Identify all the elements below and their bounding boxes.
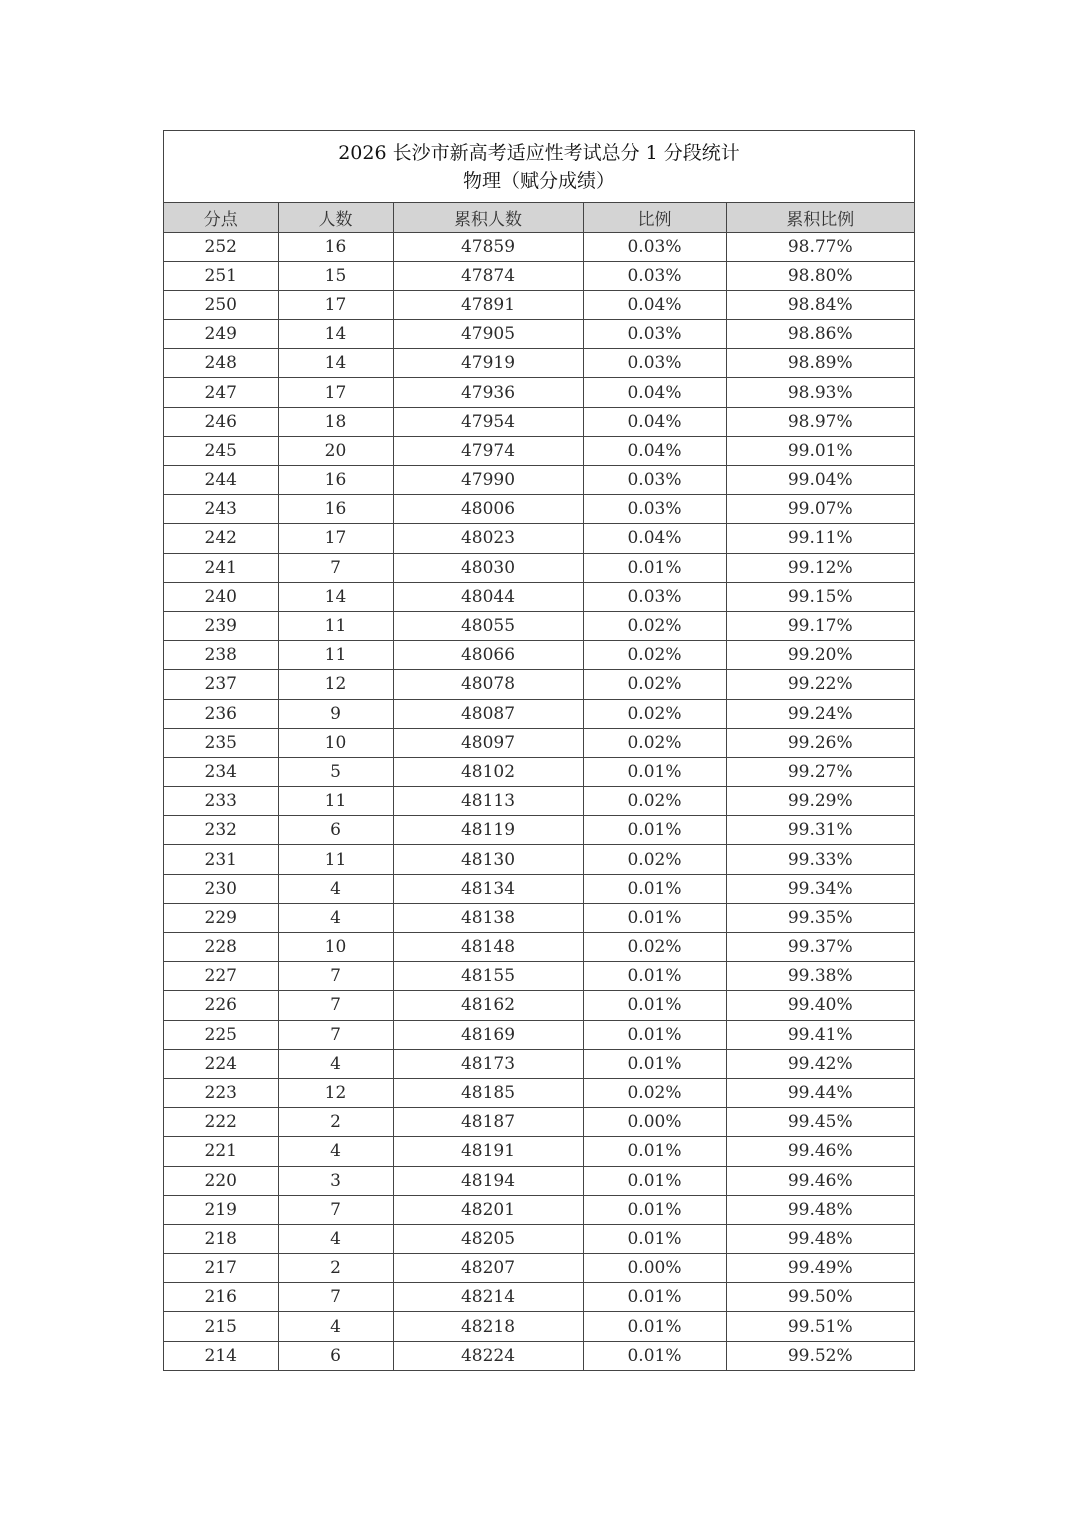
cell-cumulative-count: 48044 bbox=[393, 582, 583, 611]
cell-score: 233 bbox=[164, 787, 278, 816]
cell-cumulative-ratio: 99.51% bbox=[726, 1312, 914, 1341]
table-row bbox=[164, 495, 914, 524]
cell-ratio: 0.01% bbox=[583, 962, 726, 991]
cell-count: 16 bbox=[278, 466, 393, 495]
table-row bbox=[164, 436, 914, 465]
cell-cumulative-ratio: 99.04% bbox=[726, 466, 914, 495]
cell-ratio: 0.01% bbox=[583, 903, 726, 932]
cell-count: 6 bbox=[278, 1341, 393, 1370]
cell-cumulative-count: 48162 bbox=[393, 991, 583, 1020]
table-row bbox=[164, 407, 914, 436]
cell-count: 17 bbox=[278, 378, 393, 407]
cell-cumulative-ratio: 99.46% bbox=[726, 1137, 914, 1166]
cell-cumulative-ratio: 99.48% bbox=[726, 1224, 914, 1253]
cell-score: 221 bbox=[164, 1137, 278, 1166]
cell-cumulative-count: 47990 bbox=[393, 466, 583, 495]
cell-cumulative-count: 48191 bbox=[393, 1137, 583, 1166]
cell-cumulative-count: 48030 bbox=[393, 553, 583, 582]
cell-score: 249 bbox=[164, 320, 278, 349]
cell-cumulative-ratio: 99.40% bbox=[726, 991, 914, 1020]
cell-score: 246 bbox=[164, 407, 278, 436]
cell-count: 16 bbox=[278, 232, 393, 261]
cell-cumulative-count: 48097 bbox=[393, 728, 583, 757]
cell-score: 231 bbox=[164, 845, 278, 874]
table-row bbox=[164, 1078, 914, 1107]
cell-score: 238 bbox=[164, 641, 278, 670]
cell-count: 10 bbox=[278, 933, 393, 962]
cell-count: 10 bbox=[278, 728, 393, 757]
cell-score: 225 bbox=[164, 1020, 278, 1049]
cell-count: 14 bbox=[278, 582, 393, 611]
cell-cumulative-count: 47905 bbox=[393, 320, 583, 349]
cell-ratio: 0.02% bbox=[583, 611, 726, 640]
table-row bbox=[164, 962, 914, 991]
table-header-row bbox=[164, 203, 914, 232]
cell-cumulative-count: 48113 bbox=[393, 787, 583, 816]
cell-cumulative-ratio: 98.86% bbox=[726, 320, 914, 349]
cell-cumulative-ratio: 99.29% bbox=[726, 787, 914, 816]
table-row bbox=[164, 1166, 914, 1195]
cell-ratio: 0.03% bbox=[583, 320, 726, 349]
cell-count: 4 bbox=[278, 903, 393, 932]
cell-count: 11 bbox=[278, 641, 393, 670]
cell-score: 251 bbox=[164, 261, 278, 290]
header-cumulative-ratio: 累积比例 bbox=[726, 203, 914, 232]
cell-score: 236 bbox=[164, 699, 278, 728]
table-row bbox=[164, 290, 914, 319]
header-cumulative-count: 累积人数 bbox=[393, 203, 583, 232]
cell-cumulative-count: 47919 bbox=[393, 349, 583, 378]
cell-ratio: 0.01% bbox=[583, 991, 726, 1020]
cell-cumulative-ratio: 99.46% bbox=[726, 1166, 914, 1195]
table-row bbox=[164, 845, 914, 874]
cell-ratio: 0.03% bbox=[583, 349, 726, 378]
cell-ratio: 0.02% bbox=[583, 845, 726, 874]
cell-cumulative-count: 48087 bbox=[393, 699, 583, 728]
cell-ratio: 0.01% bbox=[583, 1195, 726, 1224]
cell-cumulative-count: 48023 bbox=[393, 524, 583, 553]
cell-ratio: 0.03% bbox=[583, 232, 726, 261]
table-row bbox=[164, 991, 914, 1020]
cell-ratio: 0.02% bbox=[583, 787, 726, 816]
cell-score: 235 bbox=[164, 728, 278, 757]
cell-count: 7 bbox=[278, 1020, 393, 1049]
cell-cumulative-ratio: 99.11% bbox=[726, 524, 914, 553]
cell-count: 7 bbox=[278, 991, 393, 1020]
table-row bbox=[164, 1195, 914, 1224]
cell-ratio: 0.04% bbox=[583, 407, 726, 436]
cell-score: 224 bbox=[164, 1049, 278, 1078]
score-table bbox=[164, 203, 914, 1370]
cell-cumulative-ratio: 99.22% bbox=[726, 670, 914, 699]
cell-cumulative-ratio: 98.89% bbox=[726, 349, 914, 378]
cell-cumulative-ratio: 99.42% bbox=[726, 1049, 914, 1078]
cell-ratio: 0.01% bbox=[583, 1224, 726, 1253]
cell-cumulative-count: 48169 bbox=[393, 1020, 583, 1049]
cell-ratio: 0.00% bbox=[583, 1254, 726, 1283]
cell-cumulative-ratio: 98.93% bbox=[726, 378, 914, 407]
cell-score: 250 bbox=[164, 290, 278, 319]
table-row bbox=[164, 1254, 914, 1283]
cell-cumulative-count: 48155 bbox=[393, 962, 583, 991]
cell-cumulative-ratio: 99.17% bbox=[726, 611, 914, 640]
cell-count: 17 bbox=[278, 524, 393, 553]
header-ratio: 比例 bbox=[583, 203, 726, 232]
cell-ratio: 0.00% bbox=[583, 1108, 726, 1137]
cell-count: 17 bbox=[278, 290, 393, 319]
cell-cumulative-count: 48214 bbox=[393, 1283, 583, 1312]
cell-cumulative-ratio: 98.97% bbox=[726, 407, 914, 436]
cell-cumulative-count: 48218 bbox=[393, 1312, 583, 1341]
cell-ratio: 0.03% bbox=[583, 261, 726, 290]
cell-cumulative-ratio: 99.38% bbox=[726, 962, 914, 991]
cell-ratio: 0.04% bbox=[583, 524, 726, 553]
cell-ratio: 0.02% bbox=[583, 699, 726, 728]
cell-ratio: 0.03% bbox=[583, 495, 726, 524]
cell-score: 234 bbox=[164, 757, 278, 786]
cell-score: 219 bbox=[164, 1195, 278, 1224]
cell-score: 220 bbox=[164, 1166, 278, 1195]
cell-score: 232 bbox=[164, 816, 278, 845]
cell-cumulative-count: 47974 bbox=[393, 436, 583, 465]
cell-ratio: 0.01% bbox=[583, 1341, 726, 1370]
cell-count: 6 bbox=[278, 816, 393, 845]
cell-score: 228 bbox=[164, 933, 278, 962]
cell-cumulative-ratio: 99.34% bbox=[726, 874, 914, 903]
cell-cumulative-ratio: 99.20% bbox=[726, 641, 914, 670]
document-subtitle: 物理（赋分成绩） bbox=[462, 169, 615, 192]
cell-score: 242 bbox=[164, 524, 278, 553]
cell-cumulative-count: 47954 bbox=[393, 407, 583, 436]
table-row bbox=[164, 699, 914, 728]
cell-cumulative-count: 48134 bbox=[393, 874, 583, 903]
table-row bbox=[164, 728, 914, 757]
cell-cumulative-count: 48185 bbox=[393, 1078, 583, 1107]
cell-score: 245 bbox=[164, 436, 278, 465]
cell-score: 248 bbox=[164, 349, 278, 378]
table-row bbox=[164, 787, 914, 816]
cell-count: 7 bbox=[278, 553, 393, 582]
cell-ratio: 0.01% bbox=[583, 1166, 726, 1195]
table-row bbox=[164, 874, 914, 903]
cell-cumulative-ratio: 99.31% bbox=[726, 816, 914, 845]
cell-count: 20 bbox=[278, 436, 393, 465]
cell-ratio: 0.02% bbox=[583, 728, 726, 757]
cell-count: 7 bbox=[278, 962, 393, 991]
table-row bbox=[164, 641, 914, 670]
cell-cumulative-ratio: 99.48% bbox=[726, 1195, 914, 1224]
table-row bbox=[164, 1224, 914, 1253]
cell-cumulative-count: 48224 bbox=[393, 1341, 583, 1370]
cell-ratio: 0.01% bbox=[583, 1020, 726, 1049]
cell-count: 2 bbox=[278, 1254, 393, 1283]
table-row bbox=[164, 582, 914, 611]
cell-cumulative-count: 47874 bbox=[393, 261, 583, 290]
table-row bbox=[164, 232, 914, 261]
table-row bbox=[164, 261, 914, 290]
cell-cumulative-ratio: 99.41% bbox=[726, 1020, 914, 1049]
cell-cumulative-ratio: 99.24% bbox=[726, 699, 914, 728]
cell-cumulative-count: 48006 bbox=[393, 495, 583, 524]
cell-count: 11 bbox=[278, 845, 393, 874]
cell-count: 12 bbox=[278, 1078, 393, 1107]
cell-ratio: 0.04% bbox=[583, 436, 726, 465]
cell-cumulative-count: 48078 bbox=[393, 670, 583, 699]
table-row bbox=[164, 524, 914, 553]
table-row bbox=[164, 1283, 914, 1312]
table-row bbox=[164, 903, 914, 932]
cell-count: 15 bbox=[278, 261, 393, 290]
cell-score: 241 bbox=[164, 553, 278, 582]
cell-score: 237 bbox=[164, 670, 278, 699]
table-row bbox=[164, 1137, 914, 1166]
cell-cumulative-ratio: 98.77% bbox=[726, 232, 914, 261]
cell-count: 14 bbox=[278, 320, 393, 349]
cell-cumulative-count: 48207 bbox=[393, 1254, 583, 1283]
table-row bbox=[164, 553, 914, 582]
cell-ratio: 0.04% bbox=[583, 290, 726, 319]
cell-cumulative-ratio: 99.35% bbox=[726, 903, 914, 932]
cell-cumulative-ratio: 99.27% bbox=[726, 757, 914, 786]
cell-ratio: 0.01% bbox=[583, 874, 726, 903]
cell-count: 9 bbox=[278, 699, 393, 728]
cell-count: 4 bbox=[278, 1049, 393, 1078]
cell-ratio: 0.02% bbox=[583, 933, 726, 962]
cell-cumulative-count: 48194 bbox=[393, 1166, 583, 1195]
document-title: 2026 长沙市新高考适应性考试总分 1 分段统计 bbox=[338, 141, 740, 164]
cell-cumulative-count: 47936 bbox=[393, 378, 583, 407]
cell-cumulative-ratio: 99.37% bbox=[726, 933, 914, 962]
cell-score: 230 bbox=[164, 874, 278, 903]
cell-cumulative-count: 47891 bbox=[393, 290, 583, 319]
cell-score: 222 bbox=[164, 1108, 278, 1137]
header-score: 分点 bbox=[164, 203, 278, 232]
cell-score: 244 bbox=[164, 466, 278, 495]
header-count: 人数 bbox=[278, 203, 393, 232]
cell-ratio: 0.01% bbox=[583, 1049, 726, 1078]
cell-cumulative-ratio: 99.12% bbox=[726, 553, 914, 582]
cell-score: 215 bbox=[164, 1312, 278, 1341]
cell-cumulative-count: 48119 bbox=[393, 816, 583, 845]
cell-count: 2 bbox=[278, 1108, 393, 1137]
table-row bbox=[164, 1312, 914, 1341]
cell-count: 18 bbox=[278, 407, 393, 436]
table-row bbox=[164, 466, 914, 495]
table-body bbox=[164, 232, 914, 1370]
cell-score: 226 bbox=[164, 991, 278, 1020]
cell-score: 243 bbox=[164, 495, 278, 524]
cell-cumulative-count: 48201 bbox=[393, 1195, 583, 1224]
cell-cumulative-ratio: 99.49% bbox=[726, 1254, 914, 1283]
cell-cumulative-count: 47859 bbox=[393, 232, 583, 261]
cell-score: 217 bbox=[164, 1254, 278, 1283]
cell-count: 5 bbox=[278, 757, 393, 786]
cell-cumulative-count: 48130 bbox=[393, 845, 583, 874]
cell-cumulative-count: 48205 bbox=[393, 1224, 583, 1253]
cell-score: 214 bbox=[164, 1341, 278, 1370]
cell-ratio: 0.04% bbox=[583, 378, 726, 407]
cell-score: 227 bbox=[164, 962, 278, 991]
cell-cumulative-count: 48138 bbox=[393, 903, 583, 932]
cell-cumulative-ratio: 99.26% bbox=[726, 728, 914, 757]
cell-count: 16 bbox=[278, 495, 393, 524]
table-row bbox=[164, 816, 914, 845]
cell-cumulative-ratio: 99.33% bbox=[726, 845, 914, 874]
table-row bbox=[164, 1020, 914, 1049]
cell-ratio: 0.01% bbox=[583, 757, 726, 786]
cell-count: 4 bbox=[278, 1137, 393, 1166]
cell-score: 223 bbox=[164, 1078, 278, 1107]
cell-cumulative-ratio: 99.52% bbox=[787, 1345, 853, 1366]
cell-ratio: 0.03% bbox=[583, 582, 726, 611]
cell-cumulative-ratio: 99.15% bbox=[726, 582, 914, 611]
cell-count: 7 bbox=[278, 1283, 393, 1312]
table-row bbox=[164, 670, 914, 699]
cell-score: 247 bbox=[164, 378, 278, 407]
cell-score: 239 bbox=[164, 611, 278, 640]
cell-ratio: 0.02% bbox=[583, 1078, 726, 1107]
cell-cumulative-ratio: 98.84% bbox=[726, 290, 914, 319]
cell-ratio: 0.02% bbox=[583, 641, 726, 670]
cell-cumulative-count: 48187 bbox=[393, 1108, 583, 1137]
cell-cumulative-count: 48102 bbox=[393, 757, 583, 786]
cell-count: 4 bbox=[278, 874, 393, 903]
table-row bbox=[164, 1108, 914, 1137]
cell-cumulative-ratio: 98.80% bbox=[726, 261, 914, 290]
cell-count: 11 bbox=[278, 611, 393, 640]
cell-ratio: 0.01% bbox=[583, 1137, 726, 1166]
score-distribution-sheet bbox=[163, 130, 915, 1371]
cell-cumulative-count: 48173 bbox=[393, 1049, 583, 1078]
cell-ratio: 0.03% bbox=[583, 466, 726, 495]
table-title-box bbox=[164, 131, 914, 203]
cell-ratio: 0.01% bbox=[583, 816, 726, 845]
table-row bbox=[164, 378, 914, 407]
cell-ratio: 0.02% bbox=[583, 670, 726, 699]
cell-count: 12 bbox=[278, 670, 393, 699]
table-row bbox=[164, 933, 914, 962]
cell-cumulative-ratio: 99.01% bbox=[726, 436, 914, 465]
table-row bbox=[164, 1341, 914, 1370]
cell-score: 218 bbox=[164, 1224, 278, 1253]
cell-count: 4 bbox=[278, 1312, 393, 1341]
cell-cumulative-ratio: 99.50% bbox=[726, 1283, 914, 1312]
cell-score: 229 bbox=[164, 903, 278, 932]
table-row bbox=[164, 1049, 914, 1078]
table-row bbox=[164, 320, 914, 349]
cell-cumulative-count: 48055 bbox=[393, 611, 583, 640]
cell-count: 7 bbox=[278, 1195, 393, 1224]
cell-count: 14 bbox=[278, 349, 393, 378]
table-row bbox=[164, 611, 914, 640]
cell-count: 3 bbox=[278, 1166, 393, 1195]
cell-ratio: 0.01% bbox=[583, 553, 726, 582]
cell-cumulative-ratio: 99.44% bbox=[726, 1078, 914, 1107]
cell-cumulative-ratio: 99.45% bbox=[726, 1108, 914, 1137]
cell-cumulative-count: 48148 bbox=[393, 933, 583, 962]
cell-score: 252 bbox=[164, 232, 278, 261]
cell-cumulative-ratio: 99.07% bbox=[726, 495, 914, 524]
cell-score: 240 bbox=[164, 582, 278, 611]
cell-count: 11 bbox=[278, 787, 393, 816]
cell-ratio: 0.01% bbox=[583, 1312, 726, 1341]
table-row bbox=[164, 757, 914, 786]
cell-score: 216 bbox=[164, 1283, 278, 1312]
cell-count: 4 bbox=[278, 1224, 393, 1253]
cell-cumulative-count: 48066 bbox=[393, 641, 583, 670]
table-row bbox=[164, 349, 914, 378]
cell-ratio: 0.01% bbox=[583, 1283, 726, 1312]
